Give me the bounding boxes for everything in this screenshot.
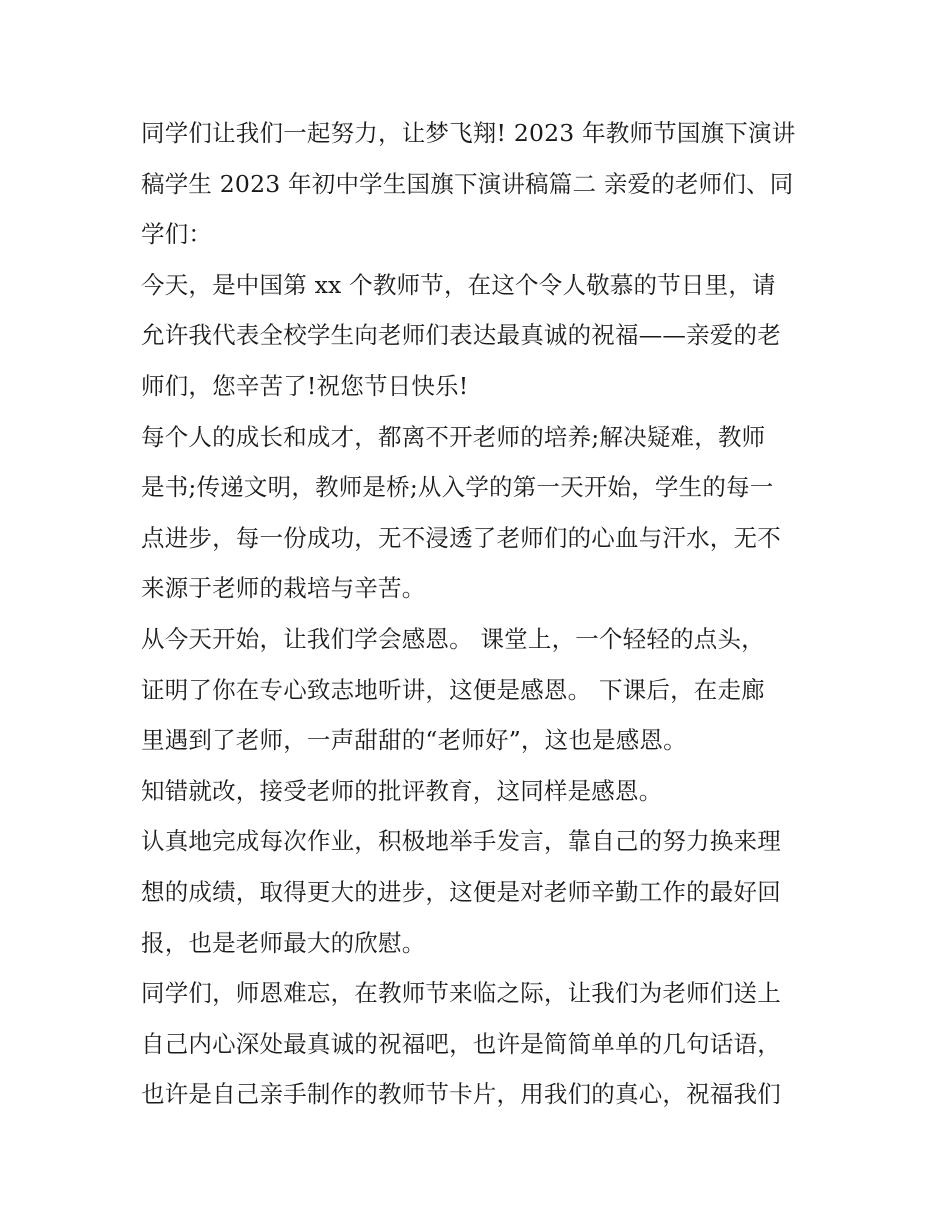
text-line: 点进步，每一份成功，无不浸透了老师们的心血与汗水，无不 xyxy=(141,523,781,552)
text-line: 也许是自己亲手制作的教师节卡片，用我们的真心，祝福我们 xyxy=(141,1080,781,1109)
text-line: 同学们，师恩难忘，在教师节来临之际，让我们为老师们送上 xyxy=(141,979,781,1008)
text-line: 今天，是中国第 xx 个教师节，在这个令人敬慕的节日里，请 xyxy=(141,270,776,299)
text-line: 从今天开始，让我们学会感恩。 课堂上，一个轻轻的点头， xyxy=(141,624,765,653)
text-line: 认真地完成每次作业，积极地举手发言，靠自己的努力换来理 xyxy=(141,827,781,856)
text-line: 想的成绩，取得更大的进步，这便是对老师辛勤工作的最好回 xyxy=(141,877,781,906)
text-line: 每个人的成长和成才，都离不开老师的培养;解决疑难，教师 xyxy=(141,422,766,451)
text-line: 是书;传递文明，教师是桥;从入学的第一天开始，学生的每一 xyxy=(141,473,774,502)
text-line: 同学们让我们一起努力，让梦飞翔! 2023 年教师节国旗下演讲 xyxy=(141,119,796,147)
text-line: 稿学生 2023 年初中学生国旗下演讲稿篇二 亲爱的老师们、同 xyxy=(141,169,794,198)
text-line: 知错就改，接受老师的批评教育，这同样是感恩。 xyxy=(141,776,663,805)
document-body xyxy=(141,108,821,1120)
text-line: 允许我代表全校学生向老师们表达最真诚的祝福——亲爱的老 xyxy=(141,321,781,350)
text-line: 师们，您辛苦了!祝您节日快乐! xyxy=(141,371,469,400)
text-line: 证明了你在专心致志地听讲，这便是感恩。 下课后，在走廊 xyxy=(141,675,765,704)
text-line: 里遇到了老师，一声甜甜的“老师好”，这也是感恩。 xyxy=(141,726,687,755)
text-line: 来源于老师的栽培与辛苦。 xyxy=(141,574,426,603)
text-line: 学们： xyxy=(141,220,213,249)
text-line: 自己内心深处最真诚的祝福吧，也许是简简单单的几句话语， xyxy=(141,1029,781,1058)
text-line: 报，也是老师最大的欣慰。 xyxy=(141,928,426,957)
